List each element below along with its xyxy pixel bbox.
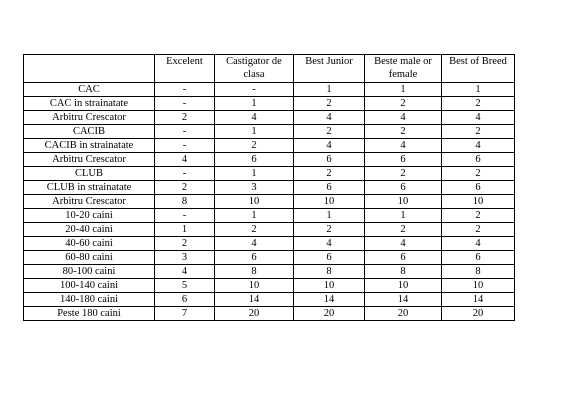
points-table bbox=[23, 54, 515, 321]
table-row bbox=[24, 237, 515, 251]
best-of-breed-cell: 4 bbox=[442, 139, 515, 153]
header-cell-beste-male: Beste male or female bbox=[365, 55, 442, 83]
castigator-cell: 2 bbox=[215, 223, 294, 237]
beste-male-cell: 2 bbox=[365, 223, 442, 237]
castigator-cell: 3 bbox=[215, 181, 294, 195]
best-of-breed-cell: 10 bbox=[442, 279, 515, 293]
excelent-cell: 4 bbox=[155, 153, 215, 167]
castigator-cell: 1 bbox=[215, 125, 294, 139]
excelent-cell: 6 bbox=[155, 293, 215, 307]
beste-male-cell: 8 bbox=[365, 265, 442, 279]
best-of-breed-cell: 1 bbox=[442, 83, 515, 97]
table-row bbox=[24, 153, 515, 167]
excelent-cell: - bbox=[155, 209, 215, 223]
castigator-cell: 1 bbox=[215, 97, 294, 111]
best-of-breed-cell: 2 bbox=[442, 125, 515, 139]
table-row bbox=[24, 125, 515, 139]
table-row bbox=[24, 139, 515, 153]
beste-male-cell: 2 bbox=[365, 125, 442, 139]
best-of-breed-cell: 2 bbox=[442, 223, 515, 237]
best-junior-cell: 4 bbox=[294, 111, 365, 125]
table-row bbox=[24, 195, 515, 209]
excelent-cell: 3 bbox=[155, 251, 215, 265]
row-label: CLUB bbox=[24, 167, 155, 181]
best-junior-cell: 1 bbox=[294, 209, 365, 223]
best-junior-cell: 2 bbox=[294, 223, 365, 237]
beste-male-cell: 10 bbox=[365, 279, 442, 293]
row-label: CAC bbox=[24, 83, 155, 97]
castigator-cell: 6 bbox=[215, 153, 294, 167]
beste-male-cell: 6 bbox=[365, 251, 442, 265]
header-cell-castigator: Castigator de clasa bbox=[215, 55, 294, 83]
row-label: 40-60 caini bbox=[24, 237, 155, 251]
beste-male-cell: 2 bbox=[365, 167, 442, 181]
castigator-cell: 20 bbox=[215, 307, 294, 321]
table-row bbox=[24, 181, 515, 195]
castigator-cell: 1 bbox=[215, 167, 294, 181]
row-label: Peste 180 caini bbox=[24, 307, 155, 321]
table-row bbox=[24, 111, 515, 125]
excelent-cell: - bbox=[155, 97, 215, 111]
table-row bbox=[24, 97, 515, 111]
best-junior-cell: 14 bbox=[294, 293, 365, 307]
row-label: Arbitru Crescator bbox=[24, 153, 155, 167]
excelent-cell: - bbox=[155, 83, 215, 97]
row-label: 20-40 caini bbox=[24, 223, 155, 237]
row-label: Arbitru Crescator bbox=[24, 195, 155, 209]
table-row bbox=[24, 279, 515, 293]
best-of-breed-cell: 20 bbox=[442, 307, 515, 321]
excelent-cell: 1 bbox=[155, 223, 215, 237]
excelent-cell: 2 bbox=[155, 181, 215, 195]
row-label: CAC in strainatate bbox=[24, 97, 155, 111]
castigator-cell: - bbox=[215, 83, 294, 97]
excelent-cell: 2 bbox=[155, 237, 215, 251]
best-of-breed-cell: 4 bbox=[442, 237, 515, 251]
beste-male-cell: 6 bbox=[365, 153, 442, 167]
document-page bbox=[23, 54, 515, 321]
castigator-cell: 1 bbox=[215, 209, 294, 223]
best-of-breed-cell: 6 bbox=[442, 153, 515, 167]
table-body bbox=[24, 83, 515, 321]
row-label: 140-180 caini bbox=[24, 293, 155, 307]
excelent-cell: 2 bbox=[155, 111, 215, 125]
table-row bbox=[24, 209, 515, 223]
row-label: 60-80 caini bbox=[24, 251, 155, 265]
beste-male-cell: 1 bbox=[365, 83, 442, 97]
best-junior-cell: 10 bbox=[294, 195, 365, 209]
best-junior-cell: 1 bbox=[294, 83, 365, 97]
best-of-breed-cell: 2 bbox=[442, 97, 515, 111]
best-of-breed-cell: 6 bbox=[442, 251, 515, 265]
castigator-cell: 6 bbox=[215, 251, 294, 265]
best-junior-cell: 4 bbox=[294, 139, 365, 153]
row-label: Arbitru Crescator bbox=[24, 111, 155, 125]
best-junior-cell: 10 bbox=[294, 279, 365, 293]
castigator-cell: 4 bbox=[215, 111, 294, 125]
best-junior-cell: 2 bbox=[294, 97, 365, 111]
castigator-cell: 8 bbox=[215, 265, 294, 279]
excelent-cell: 7 bbox=[155, 307, 215, 321]
excelent-cell: 4 bbox=[155, 265, 215, 279]
header-cell-best-junior: Best Junior bbox=[294, 55, 365, 83]
table-row bbox=[24, 307, 515, 321]
excelent-cell: - bbox=[155, 125, 215, 139]
row-label: 100-140 caini bbox=[24, 279, 155, 293]
best-junior-cell: 6 bbox=[294, 153, 365, 167]
best-of-breed-cell: 10 bbox=[442, 195, 515, 209]
best-junior-cell: 8 bbox=[294, 265, 365, 279]
castigator-cell: 4 bbox=[215, 237, 294, 251]
castigator-cell: 10 bbox=[215, 279, 294, 293]
header-cell-best-of-breed: Best of Breed bbox=[442, 55, 515, 83]
table-row bbox=[24, 265, 515, 279]
header-cell-label bbox=[24, 55, 155, 83]
table-row bbox=[24, 83, 515, 97]
beste-male-cell: 4 bbox=[365, 139, 442, 153]
row-label: 80-100 caini bbox=[24, 265, 155, 279]
best-junior-cell: 2 bbox=[294, 167, 365, 181]
best-of-breed-cell: 2 bbox=[442, 167, 515, 181]
header-cell-excelent: Excelent bbox=[155, 55, 215, 83]
excelent-cell: 5 bbox=[155, 279, 215, 293]
beste-male-cell: 10 bbox=[365, 195, 442, 209]
row-label: CACIB bbox=[24, 125, 155, 139]
beste-male-cell: 1 bbox=[365, 209, 442, 223]
row-label: 10-20 caini bbox=[24, 209, 155, 223]
beste-male-cell: 6 bbox=[365, 181, 442, 195]
best-junior-cell: 4 bbox=[294, 237, 365, 251]
beste-male-cell: 2 bbox=[365, 97, 442, 111]
best-of-breed-cell: 14 bbox=[442, 293, 515, 307]
excelent-cell: - bbox=[155, 167, 215, 181]
castigator-cell: 2 bbox=[215, 139, 294, 153]
beste-male-cell: 14 bbox=[365, 293, 442, 307]
beste-male-cell: 4 bbox=[365, 237, 442, 251]
table-header-row bbox=[24, 55, 515, 83]
best-of-breed-cell: 8 bbox=[442, 265, 515, 279]
beste-male-cell: 4 bbox=[365, 111, 442, 125]
row-label: CLUB in strainatate bbox=[24, 181, 155, 195]
best-junior-cell: 2 bbox=[294, 125, 365, 139]
best-junior-cell: 6 bbox=[294, 181, 365, 195]
table-row bbox=[24, 293, 515, 307]
castigator-cell: 14 bbox=[215, 293, 294, 307]
row-label: CACIB in strainatate bbox=[24, 139, 155, 153]
excelent-cell: 8 bbox=[155, 195, 215, 209]
best-of-breed-cell: 2 bbox=[442, 209, 515, 223]
best-of-breed-cell: 4 bbox=[442, 111, 515, 125]
table-row bbox=[24, 223, 515, 237]
castigator-cell: 10 bbox=[215, 195, 294, 209]
best-junior-cell: 20 bbox=[294, 307, 365, 321]
excelent-cell: - bbox=[155, 139, 215, 153]
beste-male-cell: 20 bbox=[365, 307, 442, 321]
best-of-breed-cell: 6 bbox=[442, 181, 515, 195]
best-junior-cell: 6 bbox=[294, 251, 365, 265]
table-row bbox=[24, 251, 515, 265]
table-row bbox=[24, 167, 515, 181]
